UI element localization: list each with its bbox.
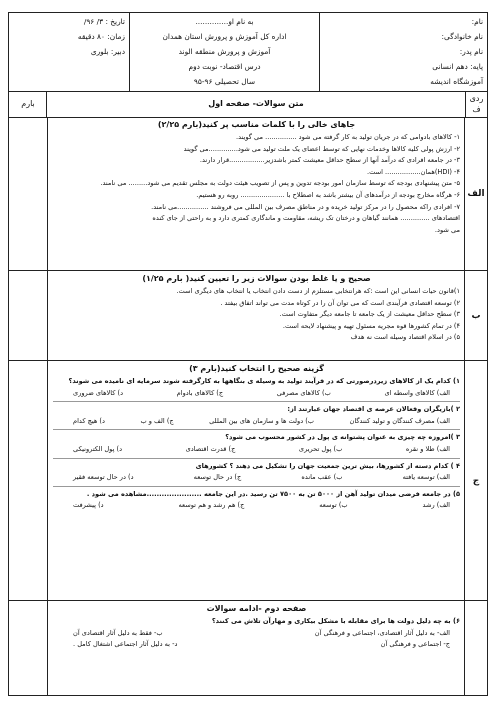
section-score-cell: [9, 601, 47, 695]
option: الف) رشد: [422, 501, 450, 510]
question-options: [53, 639, 460, 651]
divider: [53, 486, 460, 487]
student-family-label: نام خانوادگی:: [441, 32, 483, 41]
section-body: [47, 271, 465, 360]
question-options: [53, 500, 460, 512]
teacher-label: دبیر: بلوری: [90, 47, 125, 56]
section-title: گزینه صحیح را انتخاب کنید(بارم ۳): [189, 364, 324, 373]
divider: [53, 401, 460, 402]
option: ب) کالاهای مصرفی: [276, 388, 331, 397]
question-line: ۳) سطح حداقل معیشت از یک جامعه تا جامعه دیگر متفاوت است.: [279, 310, 460, 319]
question-line: ۳- در جامعه افرادی که درآمد آنها از سطح حداقل معیشت کمتر باشدزیر.................قرار دارند.: [199, 156, 460, 165]
basmala: به نام او..............: [195, 17, 254, 26]
question-options: [53, 388, 460, 400]
course-label: درس اقتصاد- نوبت دوم: [188, 62, 261, 71]
question-line: ۷- افرادی راکه محصول را در مرکز تولید خریده و در مناطق مصرف بین المللی می فروشند ...............می نامند.: [151, 202, 460, 211]
divider: [53, 429, 460, 430]
student-info: [319, 13, 487, 91]
question-line: ۱)قانون حیات انسانی این است :که هرانتخابی مستلزم از دست دادن انتخاب یا انتخاب های دیگری است.: [176, 287, 460, 295]
option: د- به دلیل آثار اجتماعی اشتغال کامل .: [73, 640, 178, 649]
question-stem: ۳ )امروزه چه چیزی به عنوان پشتوانه ی پول در کشور محسوب می شود؟: [225, 433, 460, 442]
section-label: ب: [464, 271, 487, 360]
option: ج) قدرت اقتصادی: [185, 444, 236, 453]
exam-title-block: [129, 13, 319, 91]
question-line: ۶- هرگاه مخارج بودجه از درآمدهای آن بیشتر باشد به اصطلاح با ..................... روبه رو هستیم.: [196, 190, 460, 199]
student-name-label: نام:: [471, 17, 483, 26]
divider: [53, 458, 460, 459]
question-line: ۵) در اسلام اقتصاد وسیله است نه هدف: [350, 333, 460, 342]
option: الف) طلا و نقره: [405, 444, 450, 453]
option: ج) در حال توسعه: [193, 473, 242, 482]
option: الف) توسعه یافته: [402, 473, 450, 482]
option: ب) توسعه: [319, 501, 348, 510]
option: ب) پول تحریری: [298, 444, 343, 453]
option: د) پول الکترونیکی: [73, 444, 123, 453]
question-options: [53, 628, 460, 640]
option: د) در حال توسعه فقیر: [73, 473, 134, 482]
option: ج) کالاهای بادوام: [176, 388, 224, 397]
exam-meta: [9, 13, 129, 91]
question-line: ۱- کالاهای بادوامی که در جریان تولید به کار گرفته می شود ............... می گویند.: [236, 133, 460, 141]
option: الف) کالاهای واسطه ای: [384, 388, 450, 397]
question-options: [53, 472, 460, 484]
question-stem: ۲ )بازیگران وفعالان عرصه ی اقتصاد جهان عبارتند از:: [287, 405, 460, 414]
section-true-false: [9, 271, 487, 361]
option: د) کالاهای ضروری: [73, 388, 124, 397]
section-label: ج: [464, 361, 487, 600]
region-label: آموزش و پرورش منطقه الوند: [178, 47, 271, 56]
duration-label: زمان: ۸۰ دقیقه: [77, 32, 125, 41]
school-label: آموزشگاه اندیشه: [430, 77, 483, 86]
question-stem: ۴ ) کدام دسته از کشورها، بیش ترین جمعیت جهان را تشکیل می دهند ؟ کشورهای: [195, 461, 460, 470]
section-label: الف: [464, 117, 487, 270]
questions-column-header: متن سوالات- صفحه اول: [46, 91, 465, 117]
option: الف- به دلیل آثار اقتصادی، اجتماعی و فرهنگی آن: [314, 628, 450, 637]
question-line: ۴- (HDI)همان................. است.: [367, 167, 460, 176]
question-line: ۲) توسعه اقتصادی فرآیندی است که می توان آن را در کوتاه مدت می تواند اتفاق بیفتد .: [220, 298, 460, 307]
option: ب) عقب مانده: [301, 473, 343, 482]
grade-label: پایه: دهم انسانی: [432, 62, 483, 71]
question-options: [53, 444, 460, 456]
question-line: می شود.: [434, 225, 460, 234]
score-column-header: بارم: [21, 99, 35, 108]
question-options: [53, 416, 460, 428]
section-page-two: [9, 601, 487, 695]
question-line: اقتصادهای .............. همانند گیاهان و درختان تک ریشه، مقاومت و ماندگاری کمتری دارد و به راحتی از جای کنده: [152, 214, 460, 223]
question-stem: ۱) کدام یک از کالاهای زیردرصورتی که در فرآیند تولید به وسیله ی بنگاهها به کارگرفته شوند سرمایه ای نامیده می شوند؟: [68, 377, 460, 385]
exam-header: [9, 13, 487, 92]
father-name-label: نام پدر:: [459, 47, 483, 56]
section-score-cell: [9, 117, 47, 270]
section-body: [47, 361, 465, 600]
option: ج) الف و ب: [140, 416, 174, 425]
question-stem: ۵) در جامعه فرضی میدان تولید آهن از ۵۰۰۰ تن به ۷۵۰۰ تن رسید .در این جامعه ......................مشاهده می شود .: [86, 489, 460, 498]
section-score-cell: [9, 361, 47, 600]
directorate-label: اداره کل آموزش و پرورش استان همدان: [162, 32, 287, 41]
question-line: ۲- ارزش پولی کلیه کالاها وخدمات نهایی که توسط اعضای یک ملت تولید می شود..............می گویند: [183, 144, 460, 153]
section-label: [464, 601, 487, 695]
option: الف) مصرف کنندگان و تولید کنندگان: [349, 416, 450, 425]
option: ج) هم رشد و هم توسعه: [178, 501, 245, 510]
section-title: صفحه دوم -ادامه سوالات: [206, 604, 307, 613]
question-line: ۵- متن پیشنهادی بودجه که توسط سازمان امور بودجه تدوین و پس از تصویب هیئت دولت به مجلس تقدیم می شود......... می نامند.: [100, 179, 460, 188]
section-score-cell: [9, 271, 47, 360]
option: ج- اجتماعی و فرهنگی آن: [380, 640, 450, 649]
question-line: ۴) در تمام کشورها قوه مجریه مسئول تهیه و پیشنهاد لایحه است.: [282, 321, 460, 330]
section-fill-blank: [9, 117, 487, 271]
date-label: تاریخ : ۳/ ۹۶/: [83, 17, 125, 26]
exam-page: [8, 12, 488, 696]
option: ب- فقط به دلیل آثار اقتصادی آن: [73, 628, 163, 637]
section-body: [47, 117, 465, 270]
option: د) پیشرفت: [73, 501, 104, 510]
section-multiple-choice: [9, 361, 487, 601]
option: ب) دولت ها و سازمان های بین المللی: [209, 416, 315, 425]
option: د) هیچ کدام: [73, 416, 105, 425]
section-title: صحیح و یا غلط بودن سوالات زیر را تعیین کنید( بارم ۱/۲۵): [142, 274, 371, 283]
school-year-label: سال تحصیلی ۹۶-۹۵: [193, 77, 256, 86]
section-body: [47, 601, 465, 695]
question-stem: ۶) به چه دلیل دولت ها برای مقابله با مشکل بیکاری و مهارآن تلاش می کنند؟: [211, 617, 460, 625]
section-title: جاهای خالی را با کلمات مناسب پر کنید(بارم ۲/۲۵): [157, 120, 356, 129]
row-column-header: ردی ف: [465, 91, 487, 117]
table-header: [9, 91, 487, 118]
